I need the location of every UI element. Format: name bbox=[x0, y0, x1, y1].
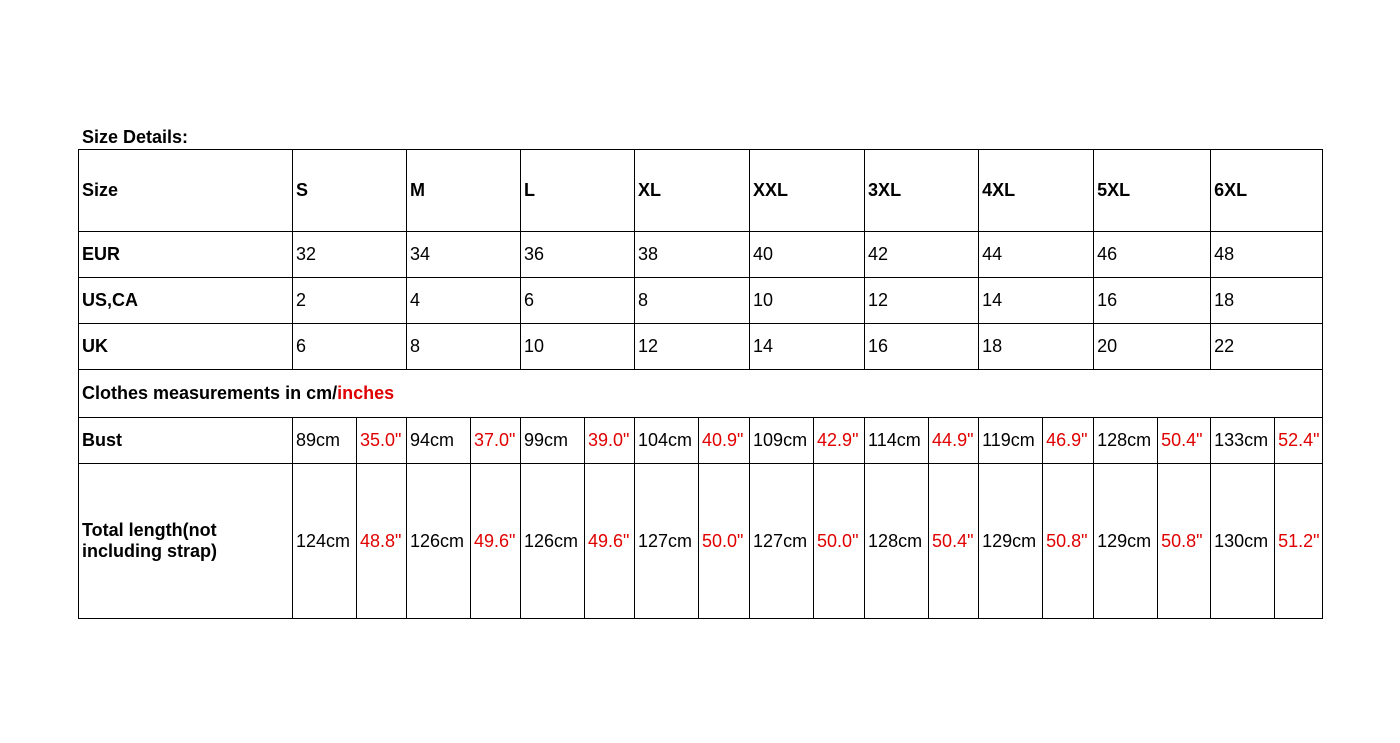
table-cell: 126cm bbox=[521, 464, 585, 619]
section-heading-highlight: inches bbox=[337, 383, 395, 403]
us-label: US,CA bbox=[79, 278, 293, 324]
table-cell: 18 bbox=[1211, 278, 1323, 324]
section-heading bbox=[79, 370, 1323, 418]
length-row bbox=[79, 464, 1323, 619]
uk-row bbox=[79, 324, 1323, 370]
table-cell: 14 bbox=[750, 324, 865, 370]
table-cell: 20 bbox=[1094, 324, 1211, 370]
table-cell: 40 bbox=[750, 232, 865, 278]
length-label-line1: Total length(not bbox=[82, 520, 217, 540]
table-cell: 44 bbox=[979, 232, 1094, 278]
table-cell: 8 bbox=[635, 278, 750, 324]
table-cell: 16 bbox=[1094, 278, 1211, 324]
size-header: 6XL bbox=[1211, 150, 1323, 232]
table-cell: 119cm bbox=[979, 418, 1043, 464]
table-cell: 126cm bbox=[407, 464, 471, 619]
table-cell: 10 bbox=[521, 324, 635, 370]
size-header: S bbox=[293, 150, 407, 232]
table-cell: 14 bbox=[979, 278, 1094, 324]
table-cell: 22 bbox=[1211, 324, 1323, 370]
table-cell: 35.0" bbox=[357, 418, 407, 464]
size-chart-table bbox=[78, 149, 1323, 619]
table-cell: 6 bbox=[293, 324, 407, 370]
table-cell: 94cm bbox=[407, 418, 471, 464]
table-cell: 12 bbox=[865, 278, 979, 324]
table-cell: 37.0" bbox=[471, 418, 521, 464]
table-cell: 129cm bbox=[979, 464, 1043, 619]
table-cell: 133cm bbox=[1211, 418, 1275, 464]
table-cell: 50.0" bbox=[814, 464, 865, 619]
table-cell: 44.9" bbox=[929, 418, 979, 464]
table-cell: 52.4" bbox=[1275, 418, 1323, 464]
section-heading-prefix: Clothes measurements in cm/ bbox=[82, 383, 338, 403]
table-cell: 18 bbox=[979, 324, 1094, 370]
size-header: 5XL bbox=[1094, 150, 1211, 232]
table-cell: 50.4" bbox=[929, 464, 979, 619]
size-header: 4XL bbox=[979, 150, 1094, 232]
bust-label: Bust bbox=[79, 418, 293, 464]
table-cell: 16 bbox=[865, 324, 979, 370]
table-cell: 46 bbox=[1094, 232, 1211, 278]
table-cell: 40.9" bbox=[699, 418, 750, 464]
table-cell: 48.8" bbox=[357, 464, 407, 619]
table-cell: 49.6" bbox=[471, 464, 521, 619]
table-cell: 50.8" bbox=[1158, 464, 1211, 619]
table-cell: 36 bbox=[521, 232, 635, 278]
table-cell: 127cm bbox=[635, 464, 699, 619]
size-header: 3XL bbox=[865, 150, 979, 232]
table-cell: 89cm bbox=[293, 418, 357, 464]
table-cell: 130cm bbox=[1211, 464, 1275, 619]
uk-label: UK bbox=[79, 324, 293, 370]
table-cell: 8 bbox=[407, 324, 521, 370]
table-cell: 50.0" bbox=[699, 464, 750, 619]
table-cell: 4 bbox=[407, 278, 521, 324]
page-title: Size Details: bbox=[82, 127, 189, 147]
size-label: Size bbox=[79, 150, 293, 232]
table-cell: 124cm bbox=[293, 464, 357, 619]
table-cell: 49.6" bbox=[585, 464, 635, 619]
size-header: L bbox=[521, 150, 635, 232]
table-cell: 32 bbox=[293, 232, 407, 278]
table-cell: 128cm bbox=[1094, 418, 1158, 464]
table-cell: 46.9" bbox=[1043, 418, 1094, 464]
us-row bbox=[79, 278, 1323, 324]
table-cell: 38 bbox=[635, 232, 750, 278]
table-cell: 50.8" bbox=[1043, 464, 1094, 619]
table-cell: 51.2" bbox=[1275, 464, 1323, 619]
length-label-line2: including strap) bbox=[82, 541, 217, 561]
table-cell: 127cm bbox=[750, 464, 814, 619]
size-header: M bbox=[407, 150, 521, 232]
eur-row bbox=[79, 232, 1323, 278]
size-header: XL bbox=[635, 150, 750, 232]
eur-label: EUR bbox=[79, 232, 293, 278]
table-cell: 109cm bbox=[750, 418, 814, 464]
table-cell: 48 bbox=[1211, 232, 1323, 278]
table-cell: 42.9" bbox=[814, 418, 865, 464]
size-header: XXL bbox=[750, 150, 865, 232]
table-cell: 39.0" bbox=[585, 418, 635, 464]
table-cell: 34 bbox=[407, 232, 521, 278]
table-cell: 129cm bbox=[1094, 464, 1158, 619]
table-cell: 2 bbox=[293, 278, 407, 324]
table-cell: 128cm bbox=[865, 464, 929, 619]
table-cell: 6 bbox=[521, 278, 635, 324]
table-cell: 114cm bbox=[865, 418, 929, 464]
table-cell: 12 bbox=[635, 324, 750, 370]
table-cell: 99cm bbox=[521, 418, 585, 464]
size-row bbox=[79, 150, 1323, 232]
table-cell: 10 bbox=[750, 278, 865, 324]
table-cell: 104cm bbox=[635, 418, 699, 464]
bust-row bbox=[79, 418, 1323, 464]
table-cell: 42 bbox=[865, 232, 979, 278]
length-label bbox=[79, 464, 293, 619]
section-row bbox=[79, 370, 1323, 418]
table-cell: 50.4" bbox=[1158, 418, 1211, 464]
